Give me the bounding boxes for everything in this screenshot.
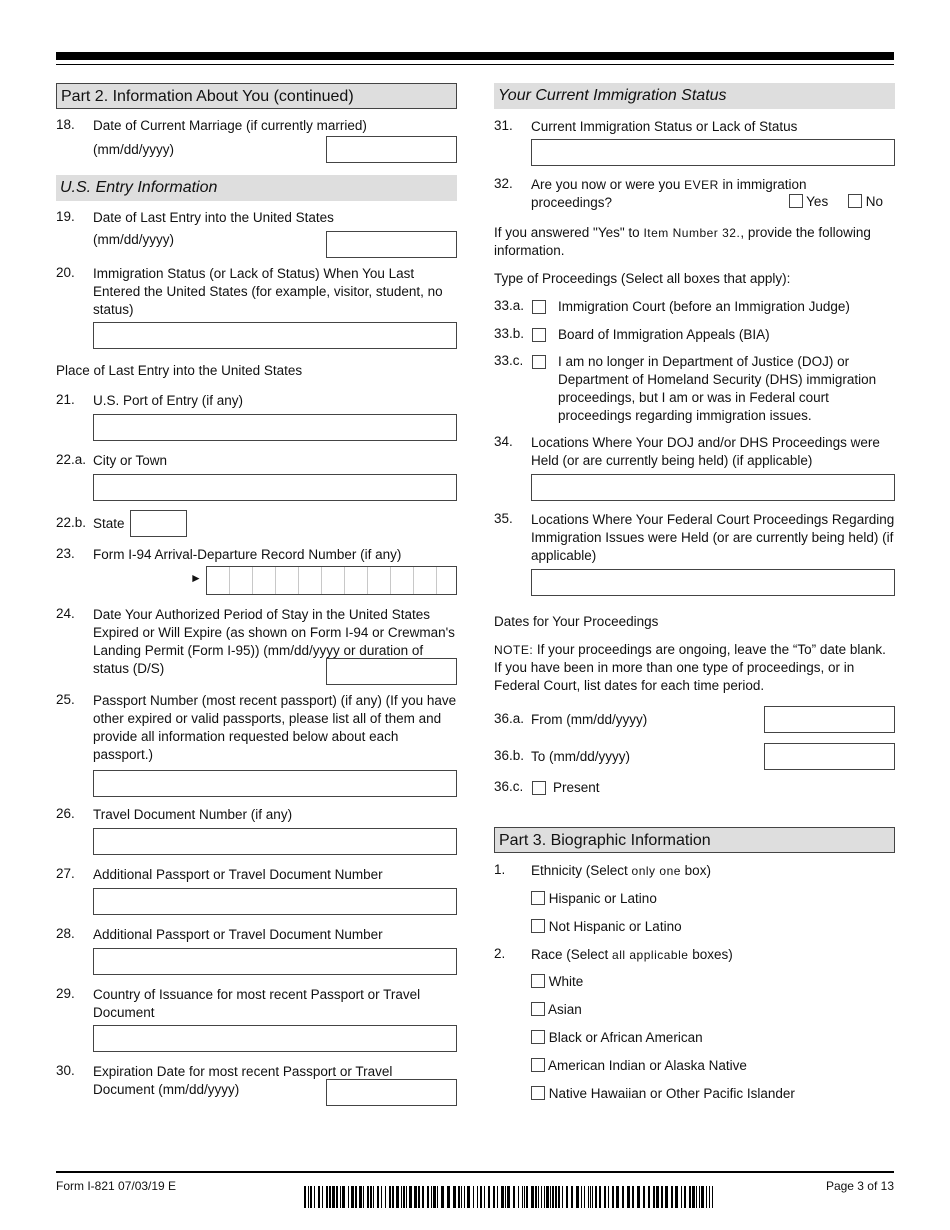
q32-number: 32. <box>494 176 513 191</box>
us-entry-header: U.S. Entry Information <box>56 175 457 201</box>
q29-number: 29. <box>56 986 75 1001</box>
q18-format: (mm/dd/yyyy) <box>93 142 174 157</box>
q24-label: Date Your Authorized Period of Stay in the United States Expired or Will Expire (as shown on Form I-94 or Crewman's Landing Permit (Form I-95)) (mm/dd/yyyy or duration of status (D/S) <box>93 607 455 676</box>
q35 <box>494 511 895 596</box>
q23-i94-number-field[interactable] <box>206 566 457 595</box>
q27-additional-doc-field[interactable] <box>93 888 457 915</box>
q24 <box>56 606 457 686</box>
arrow-icon: ► <box>190 571 202 585</box>
q32-no-label: No <box>865 194 883 209</box>
q33b-label: Board of Immigration Appeals (BIA) <box>558 327 770 342</box>
q33c <box>494 353 895 425</box>
q26-number: 26. <box>56 806 75 821</box>
q2-option <box>531 973 895 991</box>
page-number: Page 3 of 13 <box>825 1179 894 1193</box>
q2-number: 2. <box>494 946 506 961</box>
q28-additional-doc-field[interactable] <box>93 948 457 975</box>
q2-native-hawaiian-checkbox[interactable] <box>531 1086 545 1100</box>
q33b-number: 33.b. <box>494 326 525 341</box>
q34-number: 34. <box>494 434 513 449</box>
q20-number: 20. <box>56 265 75 280</box>
q33a-number: 33.a. <box>494 298 525 313</box>
q28-number: 28. <box>56 926 75 941</box>
q23-label: Form I-94 Arrival-Departure Record Number (if any) <box>93 547 402 562</box>
q2-white-label: White <box>548 974 584 989</box>
q31 <box>494 118 895 166</box>
q25 <box>56 692 457 797</box>
q25-label: Passport Number (most recent passport) (if any) (If you have other expired or valid passports, please list all of them and provide all information requested below about each passport.) <box>93 693 457 762</box>
q19-number: 19. <box>56 209 75 224</box>
q36b-number: 36.b. <box>494 748 525 763</box>
q25-number: 25. <box>56 692 75 707</box>
q2-label: Race (Select all applicable boxes) <box>531 947 733 962</box>
q32-label: Are you now or were you EVER in immigration proceedings? <box>531 177 807 210</box>
q36c-number: 36.c. <box>494 779 524 794</box>
q33c-checkbox[interactable] <box>532 355 546 369</box>
q19-format: (mm/dd/yyyy) <box>93 232 174 247</box>
q26-travel-doc-field[interactable] <box>93 828 457 855</box>
top-rule-thin <box>56 64 894 65</box>
q36b-label: To (mm/dd/yyyy) <box>531 749 631 764</box>
q2-race <box>494 946 895 1103</box>
q28-label: Additional Passport or Travel Document Number <box>93 927 383 942</box>
q33a-checkbox[interactable] <box>532 300 546 314</box>
q22b <box>56 510 457 538</box>
q32-yes-label: Yes <box>806 194 829 209</box>
q2-option <box>531 1001 895 1019</box>
q32-no-checkbox[interactable] <box>848 194 862 208</box>
q36a <box>494 706 895 736</box>
q2-asian-label: Asian <box>548 1002 582 1017</box>
q33b <box>494 326 895 344</box>
q1-option <box>531 890 895 908</box>
q31-number: 31. <box>494 118 513 133</box>
q26 <box>56 806 457 855</box>
q34-locations-field[interactable] <box>531 474 895 501</box>
q29-country-field[interactable] <box>93 1025 457 1052</box>
q1-number: 1. <box>494 862 506 877</box>
q22a-city-field[interactable] <box>93 474 457 501</box>
q21-port-field[interactable] <box>93 414 457 441</box>
q21 <box>56 392 457 441</box>
barcode-image <box>304 1186 714 1208</box>
q18-date-field[interactable] <box>326 136 457 163</box>
dates-label: Dates for Your Proceedings <box>494 614 659 629</box>
q1-hispanic-checkbox[interactable] <box>531 891 545 905</box>
q36b-to-date-field[interactable] <box>764 743 895 770</box>
q18 <box>56 117 457 164</box>
immigration-status-header: Your Current Immigration Status <box>494 83 895 109</box>
if-yes-instruction: If you answered "Yes" to Item Number 32., provide the following information. <box>494 225 871 258</box>
q35-locations-field[interactable] <box>531 569 895 596</box>
q22a-label: City or Town <box>93 453 168 468</box>
q1-not-hispanic-checkbox[interactable] <box>531 919 545 933</box>
q33a <box>494 298 895 316</box>
q23 <box>56 546 457 595</box>
q32 <box>494 176 895 221</box>
q2-black-checkbox[interactable] <box>531 1030 545 1044</box>
q36c <box>494 779 895 797</box>
q21-label: U.S. Port of Entry (if any) <box>93 393 244 408</box>
q35-number: 35. <box>494 511 513 526</box>
proceedings-type-label: Type of Proceedings (Select all boxes that apply): <box>494 271 791 286</box>
q25-passport-field[interactable] <box>93 770 457 797</box>
q2-asian-checkbox[interactable] <box>531 1002 545 1016</box>
q24-date-field[interactable] <box>326 658 457 685</box>
q19-date-field[interactable] <box>326 231 457 258</box>
q2-option <box>531 1029 895 1047</box>
q1-hispanic-label: Hispanic or Latino <box>548 891 657 906</box>
q27 <box>56 866 457 915</box>
q2-native-hawaiian-label: Native Hawaiian or Other Pacific Islander <box>548 1086 795 1101</box>
q22b-state-field[interactable] <box>130 510 187 537</box>
note: NOTE: If your proceedings are ongoing, leave the “To” date blank. If you have been in more than one type of proceedings, or in Federal Court, list dates for each time period. <box>494 642 886 693</box>
q30-date-field[interactable] <box>326 1079 457 1106</box>
top-rule-thick <box>56 52 894 60</box>
q30 <box>56 1063 457 1108</box>
q33c-label: I am no longer in Department of Justice (DOJ) or Department of Homeland Security (DHS) immigration proceedings, but I am or was in Federal court proceedings regarding immigration issues. <box>558 354 877 423</box>
q2-white-checkbox[interactable] <box>531 974 545 988</box>
q22b-number: 22.b. <box>56 515 87 530</box>
right-column <box>494 83 895 1103</box>
left-column <box>56 83 457 1108</box>
q36a-number: 36.a. <box>494 711 525 726</box>
q31-label: Current Immigration Status or Lack of Status <box>531 119 798 134</box>
q24-number: 24. <box>56 606 75 621</box>
q20-status-field[interactable] <box>93 322 457 349</box>
q22b-label: State <box>93 516 125 531</box>
q33c-number: 33.c. <box>494 353 524 368</box>
q26-label: Travel Document Number (if any) <box>93 807 293 822</box>
q34 <box>494 434 895 501</box>
q2-american-indian-checkbox[interactable] <box>531 1058 545 1072</box>
q33a-label: Immigration Court (before an Immigration Judge) <box>558 299 850 314</box>
q36a-label: From (mm/dd/yyyy) <box>531 712 648 727</box>
q20-label: Immigration Status (or Lack of Status) When You Last Entered the United States (for example, visitor, student, no status) <box>93 266 443 317</box>
q36c-label: Present <box>553 780 600 795</box>
q27-number: 27. <box>56 866 75 881</box>
q1-ethnicity <box>494 862 895 936</box>
q29-label: Country of Issuance for most recent Passport or Travel Document <box>93 987 421 1020</box>
q2-option <box>531 1057 895 1075</box>
part2-header: Part 2. Information About You (continued) <box>56 83 457 109</box>
q19-label: Date of Last Entry into the United States <box>93 210 334 225</box>
q33b-checkbox[interactable] <box>532 328 546 342</box>
q22a <box>56 452 457 501</box>
q28 <box>56 926 457 975</box>
q30-number: 30. <box>56 1063 75 1078</box>
form-id: Form I-821 07/03/19 E <box>56 1179 177 1193</box>
q20 <box>56 265 457 349</box>
q35-label: Locations Where Your Federal Court Proceedings Regarding Immigration Issues were Held (or are currently being held) (if applicable) <box>531 512 895 563</box>
q18-number: 18. <box>56 117 75 132</box>
q36a-from-date-field[interactable] <box>764 706 895 733</box>
q23-number: 23. <box>56 546 75 561</box>
q1-not-hispanic-label: Not Hispanic or Latino <box>548 919 682 934</box>
q21-number: 21. <box>56 392 75 407</box>
q1-option <box>531 918 895 936</box>
q18-label: Date of Current Marriage (if currently married) <box>93 118 367 133</box>
q22a-number: 22.a. <box>56 452 87 467</box>
footer-rule <box>56 1171 894 1173</box>
q2-option <box>531 1085 895 1103</box>
q27-label: Additional Passport or Travel Document Number <box>93 867 383 882</box>
q1-label: Ethnicity (Select only one box) <box>531 863 711 878</box>
q19 <box>56 209 457 261</box>
q32-yes-checkbox[interactable] <box>789 194 803 208</box>
place-of-entry-label: Place of Last Entry into the United States <box>56 363 303 378</box>
q29 <box>56 986 457 1052</box>
part3-header: Part 3. Biographic Information <box>494 827 895 853</box>
q36c-present-checkbox[interactable] <box>532 781 546 795</box>
q34-label: Locations Where Your DOJ and/or DHS Proceedings were Held (or are currently being held) (if applicable) <box>531 435 880 468</box>
q2-american-indian-label: American Indian or Alaska Native <box>548 1058 747 1073</box>
q36b <box>494 743 895 773</box>
q2-black-label: Black or African American <box>548 1030 703 1045</box>
q30-label: Expiration Date for most recent Passport or Travel Document (mm/dd/yyyy) <box>93 1064 393 1097</box>
q31-status-field[interactable] <box>531 139 895 166</box>
